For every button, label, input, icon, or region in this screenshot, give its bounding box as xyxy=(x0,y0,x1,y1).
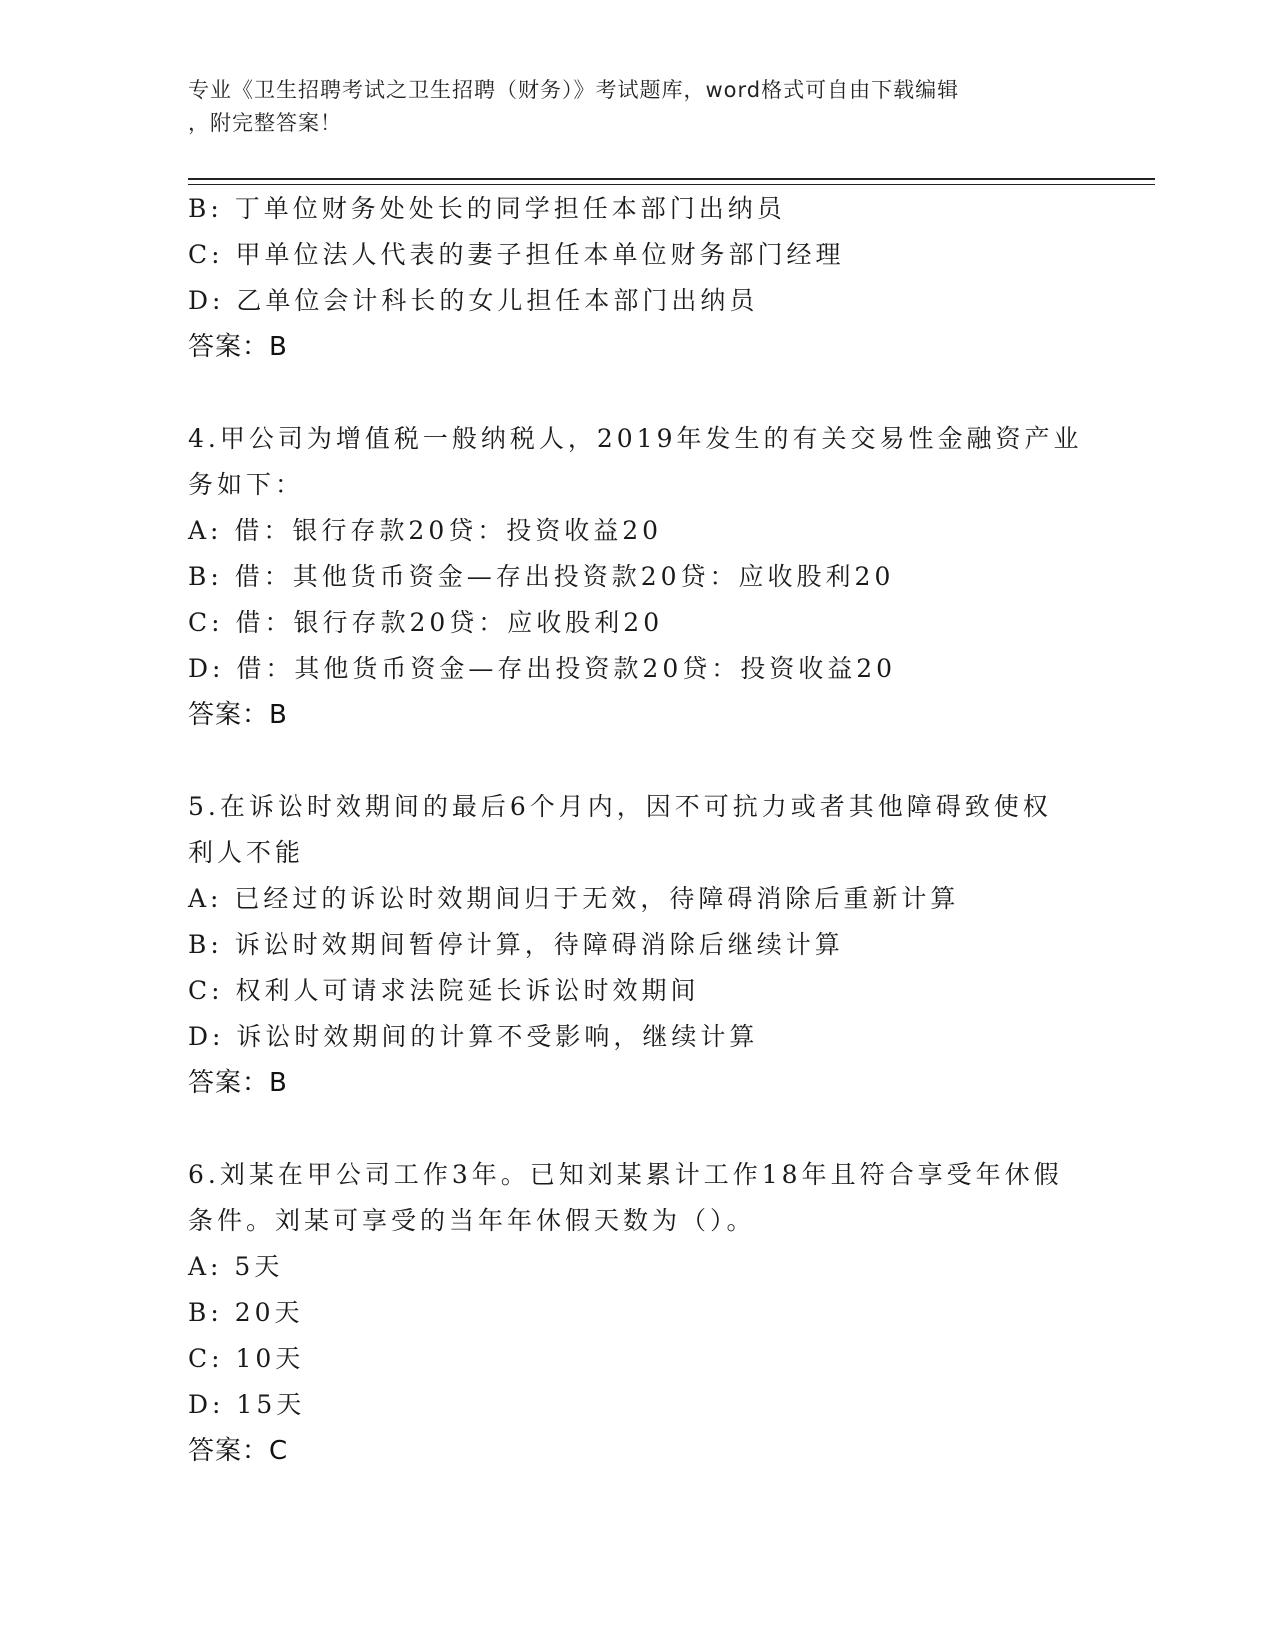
option-c: C: 借：银行存款20贷：应收股利20 xyxy=(188,608,664,637)
option-d: D: 乙单位会计科长的女儿担任本部门出纳员 xyxy=(188,286,759,315)
answer-label: 答案：B xyxy=(188,700,288,730)
question-stem: 5.在诉讼时效期间的最后6个月内，因不可抗力或者其他障碍致使权 xyxy=(188,792,1052,821)
header-divider-thick xyxy=(188,178,1155,180)
question-stem-continued: 利人不能 xyxy=(188,838,305,867)
option-a: A: 已经过的诉讼时效期间归于无效，待障碍消除后重新计算 xyxy=(188,884,960,913)
option-b: B: 20天 xyxy=(188,1298,304,1327)
option-a: A: 借：银行存款20贷：投资收益20 xyxy=(188,516,663,545)
question-6 xyxy=(188,1152,1088,1474)
option-d: D: 借：其他货币资金—存出投资款20贷：投资收益20 xyxy=(188,654,897,683)
question-4 xyxy=(188,416,1088,738)
option-d: D: 诉讼时效期间的计算不受影响，继续计算 xyxy=(188,1022,759,1051)
option-c: C: 甲单位法人代表的妻子担任本单位财务部门经理 xyxy=(188,240,845,269)
answer-label: 答案：C xyxy=(188,1436,289,1466)
answer-label: 答案：B xyxy=(188,332,288,362)
option-a: A: 5天 xyxy=(188,1252,284,1281)
question-stem-continued: 务如下： xyxy=(188,470,305,499)
option-b: B: 丁单位财务处处长的同学担任本部门出纳员 xyxy=(188,194,786,223)
document-header xyxy=(188,74,1068,140)
question-stem: 6.刘某在甲公司工作3年。已知刘某累计工作18年且符合享受年休假 xyxy=(188,1160,1063,1189)
question-stem-continued: 条件。刘某可享受的当年年休假天数为（）。 xyxy=(188,1206,756,1235)
spacer xyxy=(188,370,1088,416)
option-c: C: 权利人可请求法院延长诉讼时效期间 xyxy=(188,976,700,1005)
spacer xyxy=(188,738,1088,784)
option-c: C: 10天 xyxy=(188,1344,305,1373)
option-b: B: 借：其他货币资金—存出投资款20贷：应收股利20 xyxy=(188,562,895,591)
option-b: B: 诉讼时效期间暂停计算，待障碍消除后继续计算 xyxy=(188,930,844,959)
question-5 xyxy=(188,784,1088,1106)
header-line-1: 专业《卫生招聘考试之卫生招聘（财务）》考试题库，word格式可自由下载编辑 xyxy=(188,78,960,102)
question-list xyxy=(188,186,1088,1474)
question-3 xyxy=(188,186,1088,370)
header-divider-thin xyxy=(188,184,1155,185)
question-stem: 4.甲公司为增值税一般纳税人，2019年发生的有关交易性金融资产业 xyxy=(188,424,1083,453)
option-d: D: 15天 xyxy=(188,1390,306,1419)
spacer xyxy=(188,1106,1088,1152)
header-line-2: ，附完整答案！ xyxy=(188,111,342,135)
answer-label: 答案：B xyxy=(188,1068,288,1098)
